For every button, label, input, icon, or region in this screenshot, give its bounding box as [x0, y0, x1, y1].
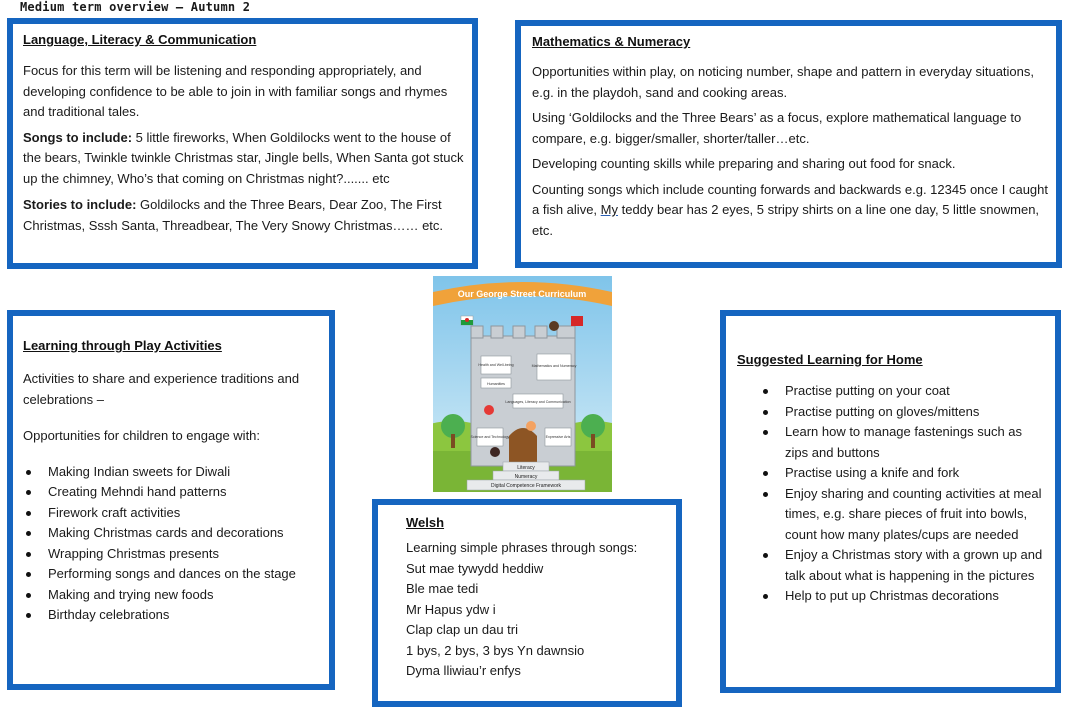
language-focus-text: Focus for this term will be listening and responding appropriately, and developing confidence to be able to join in with familiar songs and rhymes and traditional tales. — [23, 63, 448, 119]
maths-paragraph: Using ‘Goldilocks and the Three Bears’ as a focus, explore mathematical language to compare, e.g. bigger/smaller, shorter/taller…etc. — [532, 110, 1022, 146]
list-item: Enjoy sharing and counting activities at meal times, e.g. share pieces of fruit into bowls, count how many plates/cups are needed — [737, 484, 1047, 546]
welsh-phrases — [406, 538, 676, 682]
list-item: Firework craft activities — [0, 503, 323, 524]
tree-trunk — [591, 434, 595, 448]
play-subheading: Opportunities for children to engage with: — [23, 428, 261, 443]
step-label: Digital Competence Framework — [490, 483, 562, 489]
child-figure — [526, 421, 536, 431]
list-item: Performing songs and dances on the stage — [0, 564, 323, 585]
child-figure — [549, 321, 559, 331]
list-item: Practise putting on your coat — [737, 381, 1047, 402]
welsh-phrase-line: Clap clap un dau tri — [406, 622, 519, 637]
welsh-panel — [372, 499, 682, 707]
room-label: Mathematics and Numeracy — [531, 364, 577, 368]
child-figure — [484, 405, 494, 415]
welsh-phrase-line: Ble mae tedi — [406, 581, 479, 596]
maths-heading: Mathematics & Numeracy — [532, 34, 691, 49]
learning-through-play-panel — [7, 310, 335, 690]
room-label: Expressive Arts — [545, 435, 571, 439]
room-label: Languages, Literacy and Communication — [505, 400, 571, 404]
play-intro: Activities to share and experience traditions and celebrations – — [23, 371, 300, 407]
maths-text-part: teddy bear has 2 eyes, 5 stripy shirts on a line one day, 5 little snowmen, etc. — [532, 202, 1040, 238]
welsh-phrase-line: Sut mae tywydd heddiw — [406, 560, 544, 576]
play-heading: Learning through Play Activities — [23, 338, 222, 353]
language-heading: Language, Literacy & Communication — [23, 32, 257, 47]
crest-flag — [571, 316, 583, 326]
list-item: Practise using a knife and fork — [737, 463, 1047, 484]
maths-text-part: Counting songs which include counting forwards and backwards e.g. 12345 once I caught a fish alive, — [532, 181, 1048, 217]
list-item: Making and trying new foods — [0, 585, 323, 606]
home-heading: Suggested Learning for Home — [737, 352, 923, 367]
maths-text-part: My — [600, 202, 618, 217]
curriculum-poster — [433, 276, 612, 492]
child-figure — [490, 447, 500, 457]
list-item: Making Indian sweets for Diwali — [0, 462, 323, 483]
list-item: Enjoy a Christmas story with a grown up and talk about what is happening in the pictures — [737, 545, 1047, 586]
list-item: Making Christmas cards and decorations — [0, 523, 323, 544]
maths-paragraph — [532, 180, 1052, 242]
tree-trunk — [451, 434, 455, 448]
play-activities-list — [0, 462, 323, 626]
stories-label: Stories to include: — [23, 197, 137, 212]
welsh-phrase-line: Dyma lliwiau’r enfys — [406, 663, 521, 678]
suggested-learning-home-panel — [720, 310, 1061, 693]
language-songs — [23, 128, 468, 190]
dragon-mark — [465, 318, 469, 322]
language-stories — [23, 195, 468, 236]
welsh-phrase-line: Mr Hapus ydw i — [406, 601, 496, 617]
songs-label: Songs to include: — [23, 129, 133, 145]
step-label: Literacy — [517, 465, 535, 471]
welsh-heading: Welsh — [406, 515, 445, 530]
room-label: Science and Technology — [470, 435, 510, 439]
step-label: Numeracy — [514, 474, 538, 480]
stories-text: Goldilocks and the Three Bears, Dear Zoo, The First Christmas, Sssh Santa, Threadbear, The Very Snowy Christmas…… etc. — [23, 197, 444, 233]
maths-paragraph: Developing counting skills while preparing and sharing out food for snack. — [532, 156, 956, 171]
language-literacy-panel — [7, 18, 478, 269]
room-label: Humanities — [487, 382, 505, 386]
songs-text: 5 little fireworks, When Goldilocks went to the house of the bears, Twinkle twinkle Christmas star, Jingle bells, When Santa got stuck up the chimney, Who’s that coming on Christmas night?....... etc — [23, 129, 464, 186]
welsh-phrase-line: 1 bys, 2 bys, 3 bys Yn dawnsio — [406, 642, 585, 658]
list-item: Help to put up Christmas decorations — [737, 586, 1047, 607]
list-item: Practise putting on gloves/mittens — [737, 402, 1047, 423]
list-item: Wrapping Christmas presents — [0, 544, 323, 565]
list-item: Birthday celebrations — [0, 605, 323, 626]
poster-banner-text: Our George Street Curriculum — [457, 289, 587, 299]
castle-door — [509, 428, 537, 464]
page-title: Medium term overview – Autumn 2 — [20, 0, 251, 14]
list-item: Learn how to manage fastenings such as zips and buttons — [737, 422, 1047, 463]
room-label: Health and Well-being — [478, 363, 514, 367]
list-item: Creating Mehndi hand patterns — [0, 482, 323, 503]
mathematics-numeracy-panel — [515, 20, 1062, 268]
home-learning-list — [737, 381, 1047, 607]
welsh-phrase-line: Learning simple phrases through songs: — [406, 540, 638, 555]
maths-paragraph: Opportunities within play, on noticing number, shape and pattern in everyday situations, e.g. in the playdoh, sand and cooking areas. — [532, 64, 1035, 100]
